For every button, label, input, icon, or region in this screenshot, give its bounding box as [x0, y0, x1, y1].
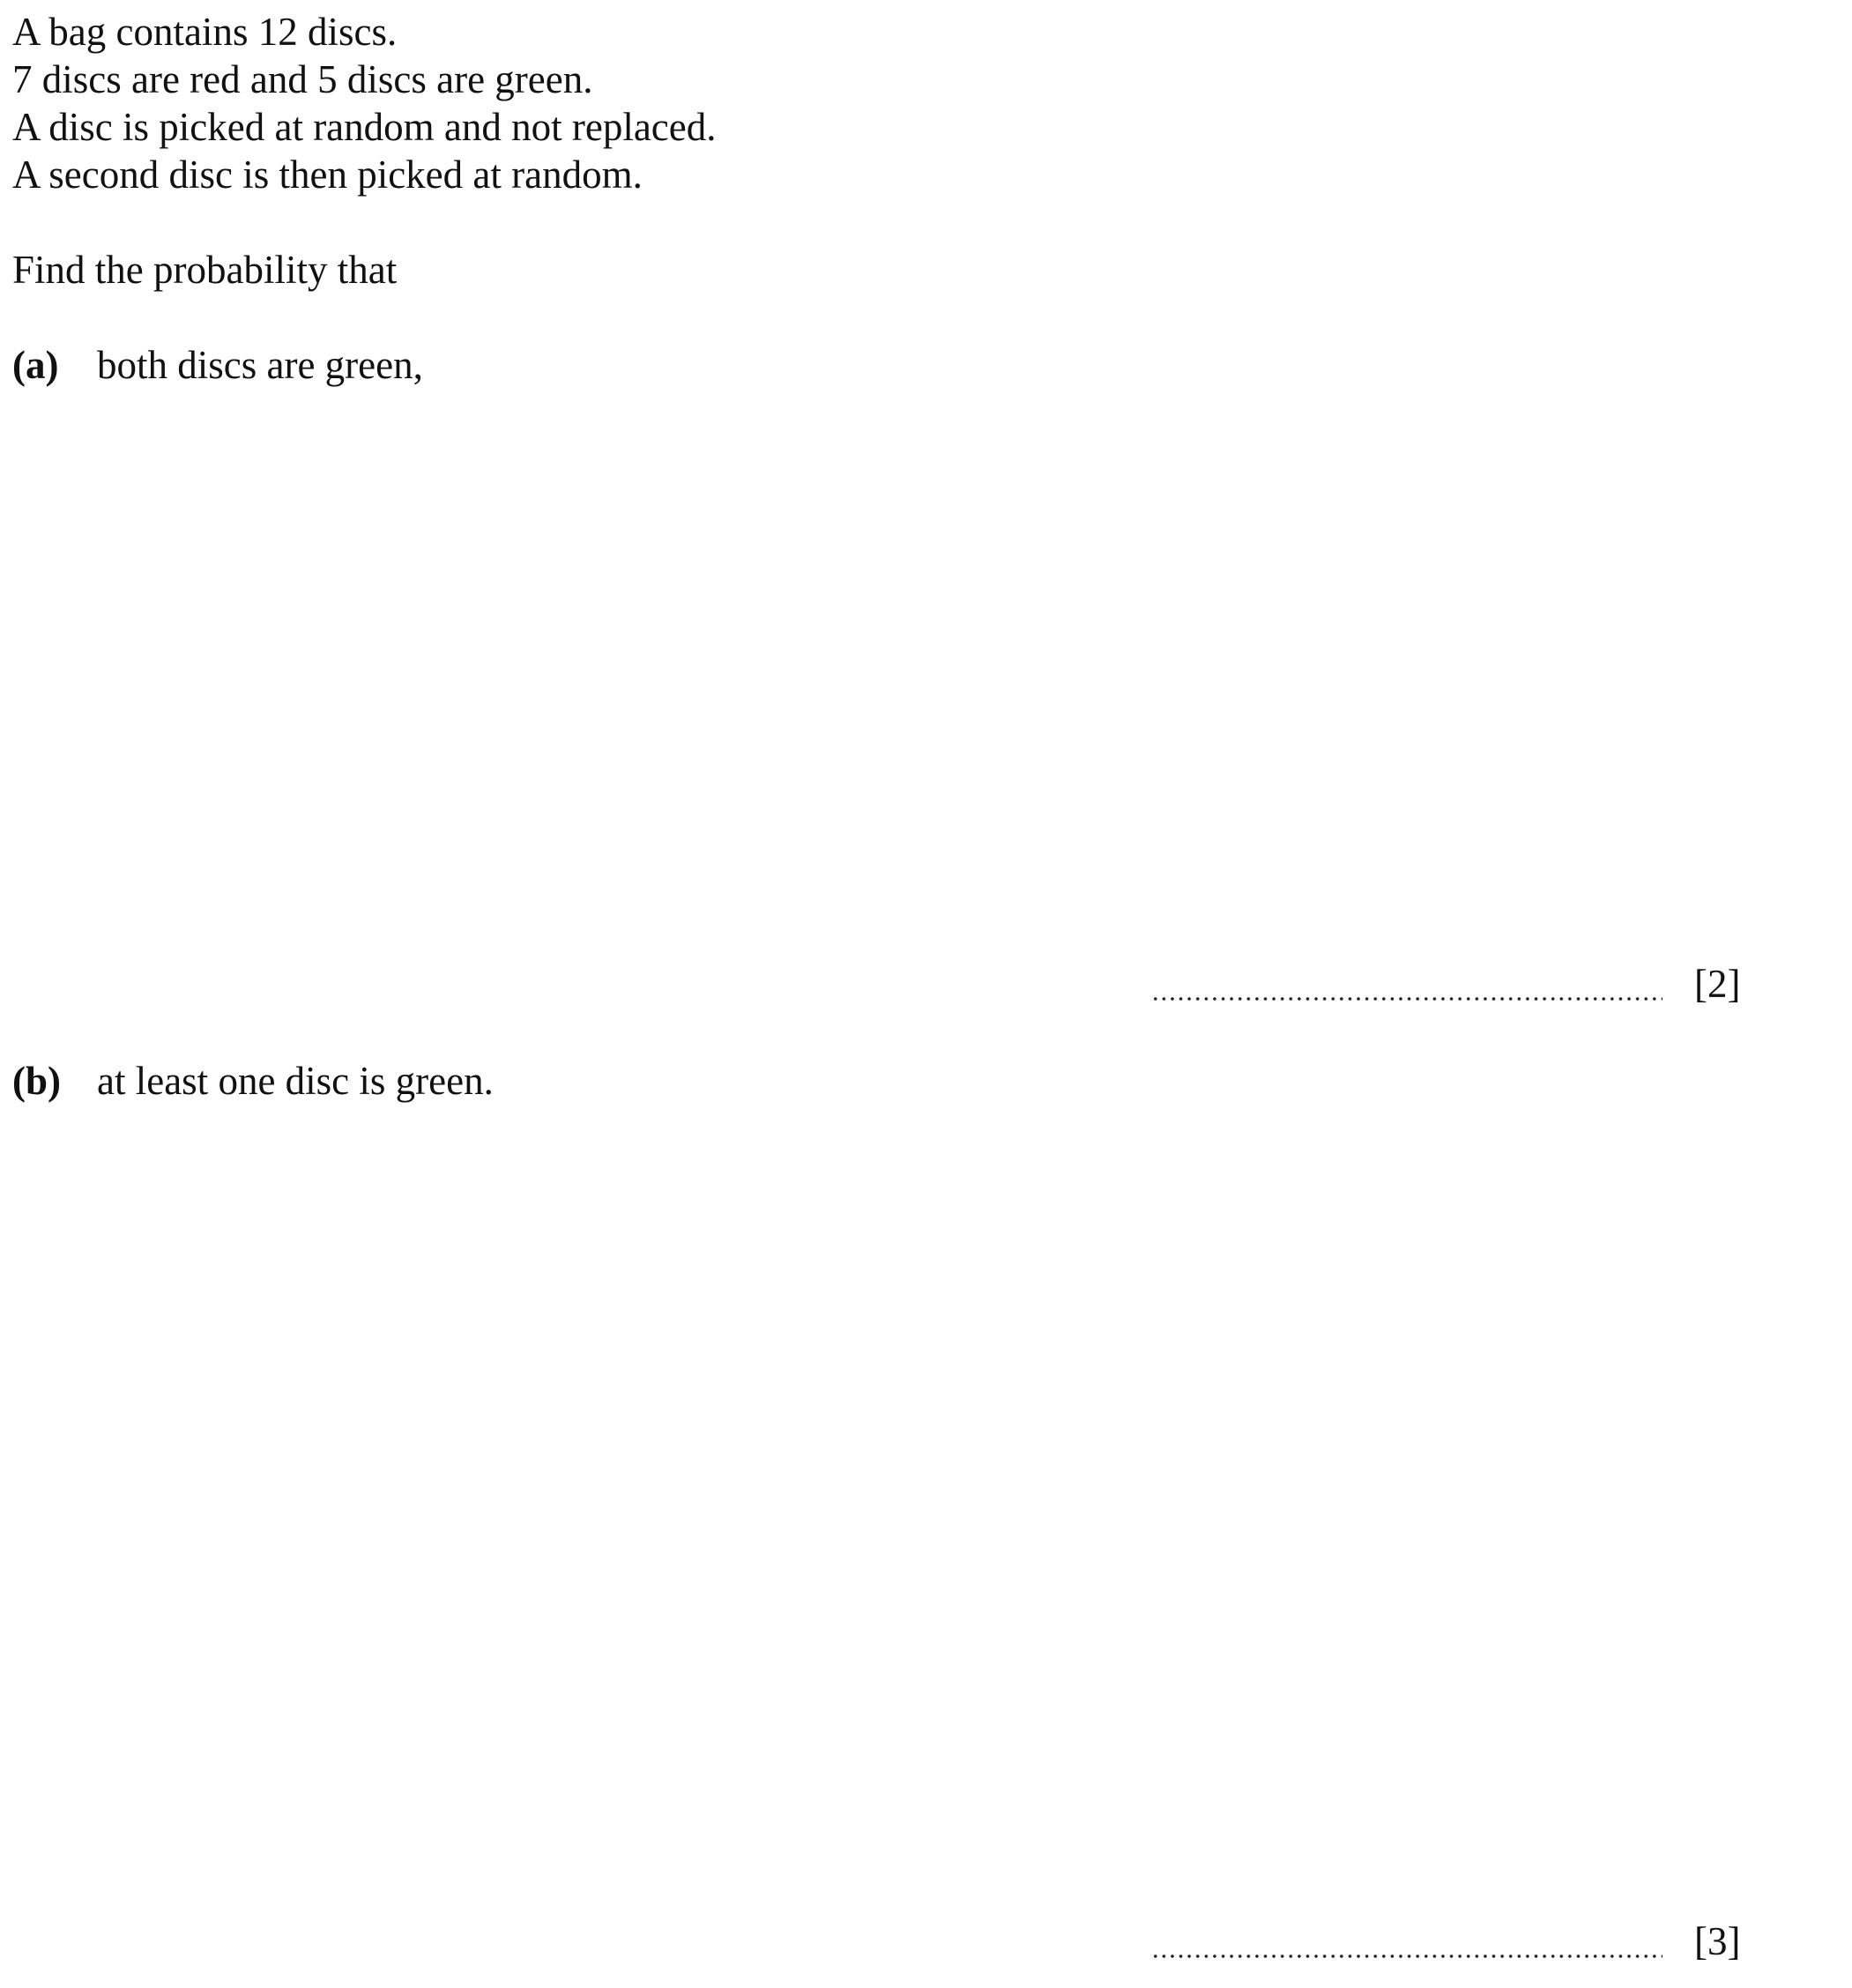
stem-line: 7 discs are red and 5 discs are green.: [12, 57, 593, 101]
marks-a: [2]: [1694, 962, 1741, 1006]
marks-b: [3]: [1694, 1919, 1741, 1963]
instruction: Find the probability that: [12, 248, 398, 292]
part-a-text: both discs are green,: [97, 343, 423, 387]
part-b-text: at least one disc is green.: [97, 1059, 494, 1103]
part-b: [12, 1061, 494, 1101]
part-a-label: (a): [12, 343, 59, 387]
part-a: [12, 343, 423, 387]
stem-line: A second disc is then picked at random.: [12, 153, 643, 197]
answer-line-a[interactable]: [1151, 996, 1662, 1001]
stem-line: A disc is picked at random and not replaced.: [12, 105, 717, 149]
answer-line-b[interactable]: [1151, 1954, 1662, 1959]
part-b-label: (b): [12, 1059, 61, 1103]
stem-line: A bag contains 12 discs.: [12, 10, 398, 54]
